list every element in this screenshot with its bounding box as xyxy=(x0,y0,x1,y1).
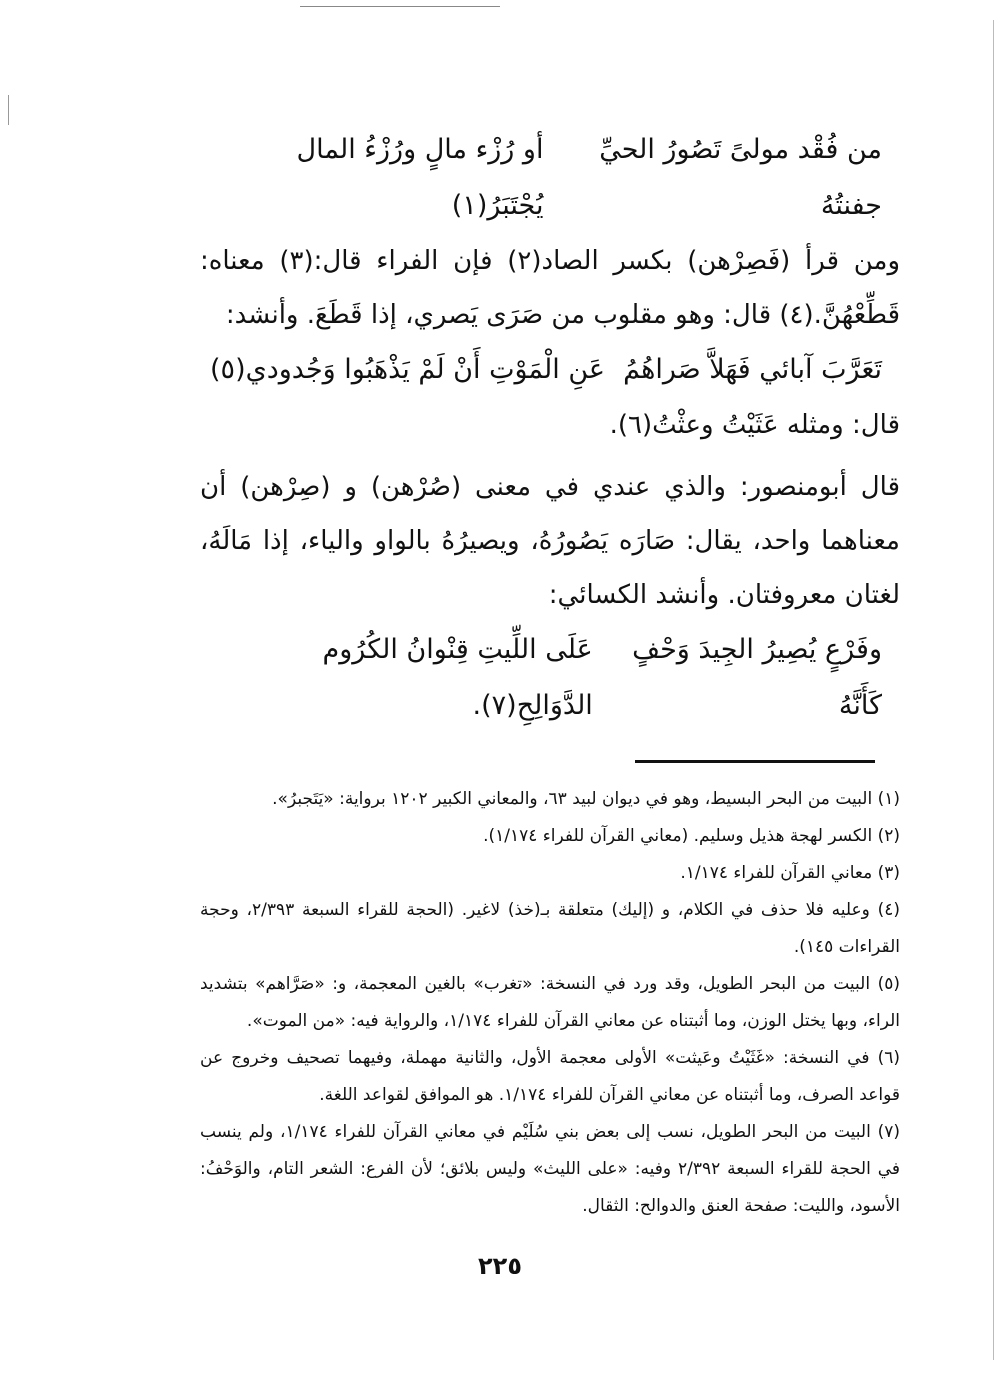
paragraph-3: قال أبومنصور: والذي عندي في معنى (صُرْهن) و (صِرْهن) أن معناهما واحد، يقال: صَارَه يَصُورُهُ، ويصيرُهُ بالواو والياء، إذا مَالَهُ، لغتان معروفتان. وأنشد الكسائي: xyxy=(200,472,900,610)
verse-3-first-hemistich: وفَرْعٍ يُصِيرُ الجِيدَ وَحْفٍ كَأَنَّهُ xyxy=(632,634,882,721)
footnote-5: (٥) البيت من البحر الطويل، وقد ورد في النسخة: «تغرب» بالغين المعجمة، و: «صَرَّاهم» بتشديد الراء، وبها يختل الوزن، وما أثبتناه عن معاني القرآن للفراء ١/١٧٤، والرواية فيه: «من الموت». xyxy=(200,974,900,1031)
verse-1-first-hemistich: من فُقْد مولىً تَصُورُ الحيِّ جفنتُهُ xyxy=(599,134,882,221)
footnote-6: (٦) في النسخة: «غَثَيْتُ وعَيثت» الأولى معجمة الأول، والثانية مهملة، وفيهما تصحيف وخروج عن قواعد الصرف، وما أثبتناه عن معاني القرآن للفراء ١/١٧٤. هو الموافق لقواعد اللغة. xyxy=(200,1048,900,1105)
page-body xyxy=(200,122,900,1225)
verse-1-second-hemistich: أو رُزْء مالٍ ورُزْءُ المال يُجْتَبَرُ(١) xyxy=(296,134,544,221)
main-text xyxy=(200,122,900,734)
paragraph-2: قال: ومثله عَثَيْتُ وعثْتُ(٦). xyxy=(609,410,900,440)
verse-3-second-hemistich: عَلَى اللِّيتِ قِنْوانُ الكُرُوم الدَّوَالِحِ(٧). xyxy=(322,634,593,721)
paragraph-1: ومن قرأ (فَصِرْهن) بكسر الصاد(٢) فإن الفراء قال:(٣) معناه: قَطِّعْهُنَّ.(٤) قال: وهو مقلوب من صَرَى يَصري، إذا قَطَعَ. وأنشد: xyxy=(200,246,900,330)
verse-2-second-hemistich: عَنِ الْمَوْتِ أَنْ لَمْ يَذْهَبُوا وَجُدودي(٥) xyxy=(210,354,606,385)
footnote-2: (٢) الكسر لهجة هذيل وسليم. (معاني القرآن للفراء ١/١٧٤). xyxy=(483,826,900,846)
scan-edge-top xyxy=(300,6,500,7)
verse-1 xyxy=(200,122,900,234)
page-number: ٢٢٥ xyxy=(478,1252,522,1280)
footnotes xyxy=(200,781,900,1225)
footnote-3: (٣) معاني القرآن للفراء ١/١٧٤. xyxy=(680,863,900,883)
footnote-4: (٤) وعليه فلا حذف في الكلام، و (إليك) متعلقة بـ(خذ) لاغير. (الحجة للقراء السبعة ٢/٣٩٣، وحجة القراءات ١٤٥). xyxy=(200,900,900,957)
scan-edge-left xyxy=(8,95,9,125)
verse-2-first-hemistich: تَعَرَّبَ آبائي فَهَلاَّ صَراهُمُ xyxy=(623,354,882,385)
footnote-separator xyxy=(635,760,875,763)
scan-edge-right xyxy=(993,20,994,1360)
footnote-1: (١) البيت من البحر البسيط، وهو في ديوان لبيد ٦٣، والمعاني الكبير ١٢٠٢ برواية: «يَتَجبرُ». xyxy=(272,789,900,809)
verse-2 xyxy=(200,342,900,398)
footnote-7: (٧) البيت من البحر الطويل، نسب إلى بعض بني سُلَيْم في معاني القرآن للفراء ١/١٧٤، ولم ينسب في الحجة للقراء السبعة ٢/٣٩٢ وفيه: «على الليث» وليس بلائق؛ لأن الفرع: الشعر التام، والوَحْفُ: الأسود، والليت: صفحة العنق والدوالح: الثقال. xyxy=(200,1122,901,1216)
verse-3 xyxy=(200,622,900,734)
